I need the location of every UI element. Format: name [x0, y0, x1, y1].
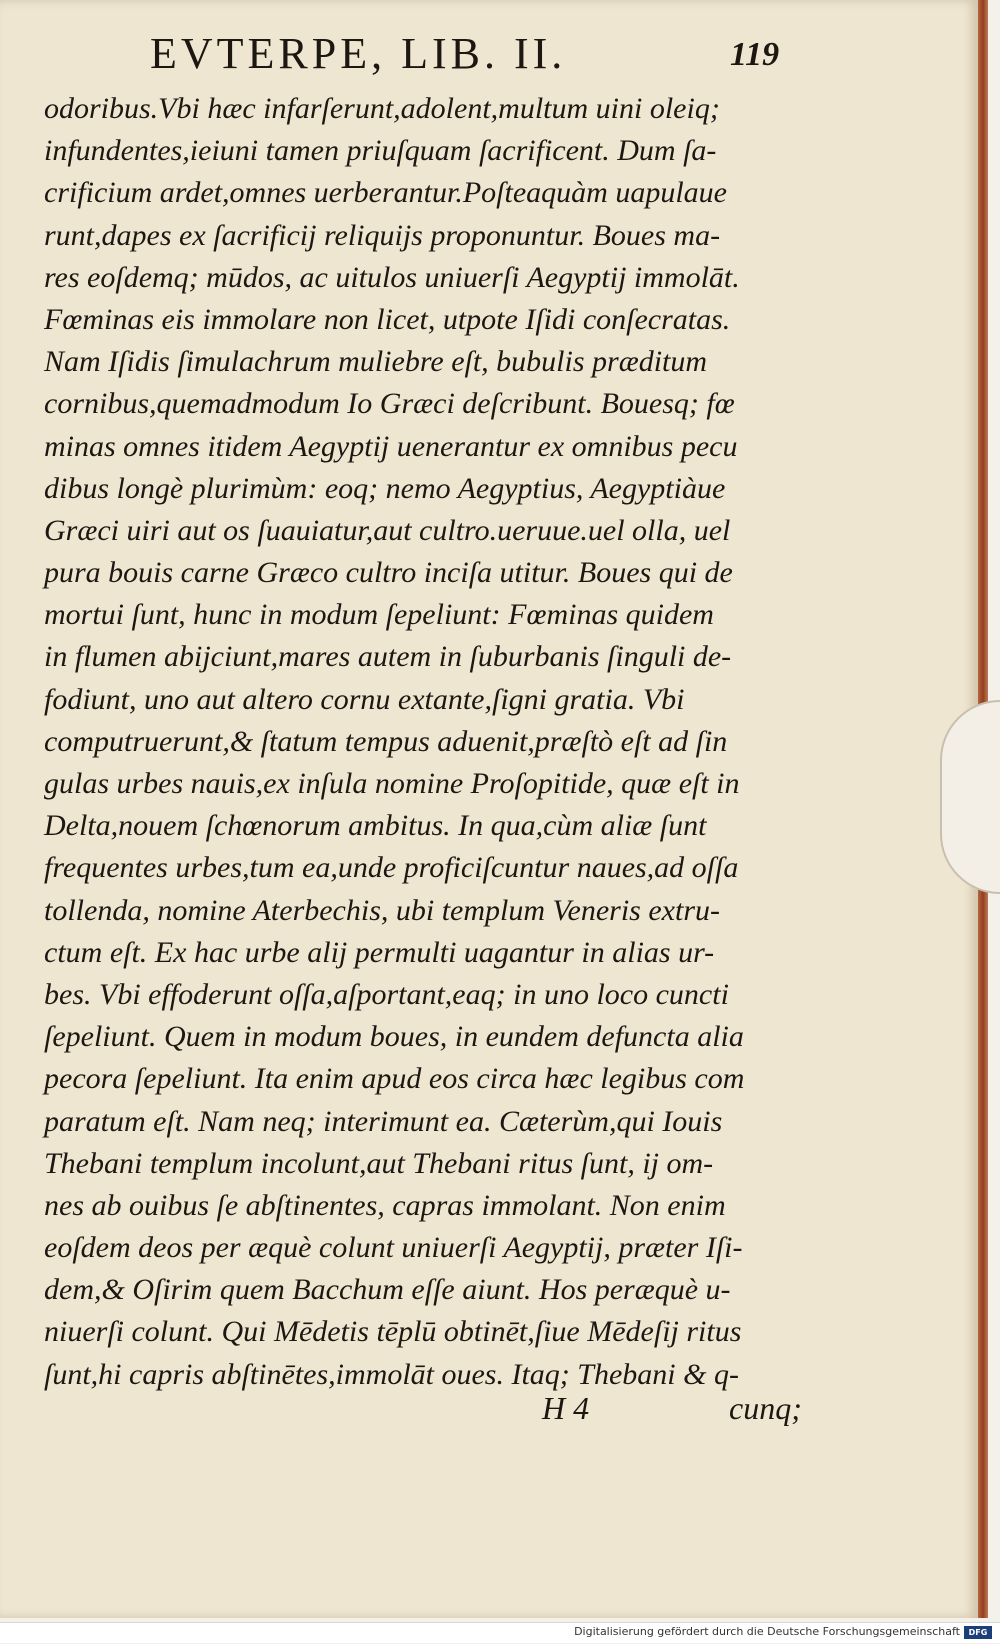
text-line: infundentes,ieiuni tamen priuſquam ſacrificent. Dum ſa- [44, 134, 717, 168]
text-line: pura bouis carne Græco cultro inciſa utitur. Boues qui de [44, 556, 733, 590]
text-line: computruerunt,& ſtatum tempus aduenit,præſtò eſt ad ſin [44, 724, 728, 758]
running-head: EVTERPE, LIB. II. [150, 29, 567, 78]
text-line: eoſdem deos per æquè colunt uniuerſi Aegyptij, præter Iſi- [44, 1231, 743, 1265]
dfg-logo: DFG [964, 1626, 992, 1639]
text-line: tollenda, nomine Aterbechis, ubi templum Veneris extru- [44, 893, 720, 927]
digitization-bar [0, 1622, 1000, 1643]
text-line: odoribus.Vbi hæc infarſerunt,adolent,multum uini oleiq; [44, 92, 720, 125]
text-line: Delta,nouem ſchœnorum ambitus. In qua,cùm aliæ ſunt [44, 809, 707, 843]
text-line: Græci uiri aut os ſuauiatur,aut cultro.ueruue.uel olla, uel [44, 513, 731, 547]
text-line: Nam Iſidis ſimulachrum muliebre eſt, bubulis præditum [44, 345, 708, 379]
digitization-note: Digitalisierung gefördert durch die Deutsche Forschungsgemeinschaft [574, 1625, 960, 1638]
text-line: frequentes urbes,tum ea,unde proficiſcuntur naues,ad oſſa [44, 851, 739, 885]
text-line: crificium ardet,omnes uerberantur.Poſteaquàm uapulaue [44, 176, 727, 210]
body-text [44, 88, 804, 1396]
text-line: Thebani templum incolunt,aut Thebani ritus ſunt, ij om- [44, 1146, 714, 1180]
catchword: cunq; [729, 1390, 802, 1426]
text-line: minas omnes itidem Aegyptij uenerantur ex omnibus pecu [44, 429, 738, 463]
text-line: pecora ſepeliunt. Ita enim apud eos circa hæc legibus com [44, 1062, 745, 1096]
text-line: dibus longè plurimùm: eoq; nemo Aegyptius, Aegyptiàue [44, 471, 726, 505]
text-line: Fœminas eis immolare non licet, utpote Iſidi conſecratas. [44, 302, 731, 336]
text-line: ctum eſt. Ex hac urbe alij permulti uagantur in alias ur- [44, 935, 715, 969]
signature-mark: H 4 [542, 1390, 590, 1426]
text-line: ſunt,hi capris abſtinētes,immolāt oues. Itaq; Thebani & q- [44, 1357, 739, 1391]
text-line: res eoſdemq; mūdos, ac uitulos uniuerſi Aegyptij immolāt. [44, 260, 740, 294]
text-line: bes. Vbi effoderunt oſſa,aſportant,eaq; in uno loco cuncti [44, 977, 729, 1011]
page-header [150, 28, 800, 88]
text-line: niuerſi colunt. Qui Mēdetis tēplū obtinēt,ſiue Mēdeſij ritus [44, 1315, 742, 1349]
text-line: mortui ſunt, hunc in modum ſepeliunt: Fœminas quidem [44, 598, 714, 632]
page-clip-tab [940, 700, 1000, 894]
text-line: cornibus,quemadmodum Io Græci deſcribunt. Bouesq; fœ [44, 387, 735, 421]
text-line: runt,dapes ex ſacrificij reliquijs proponuntur. Boues ma- [44, 218, 721, 252]
folio-number: 119 [730, 36, 780, 73]
page-footer [44, 1390, 804, 1440]
text-line: fodiunt, uno aut altero cornu extante,ſigni gratia. Vbi [44, 682, 685, 716]
text-line: ſepeliunt. Quem in modum boues, in eundem defuncta alia [44, 1020, 744, 1054]
text-line: gulas urbes nauis,ex inſula nomine Proſopitide, quæ eſt in [44, 767, 740, 800]
text-line: paratum eſt. Nam neq; interimunt ea. Cæterùm,qui Iouis [44, 1104, 723, 1138]
text-line: dem,& Oſirim quem Bacchum eſſe aiunt. Hos peræquè u- [44, 1273, 731, 1307]
text-line: in flumen abijciunt,mares autem in ſuburbanis ſinguli de- [44, 640, 732, 674]
text-line: nes ab ouibus ſe abſtinentes, capras immolant. Non enim [44, 1188, 726, 1222]
